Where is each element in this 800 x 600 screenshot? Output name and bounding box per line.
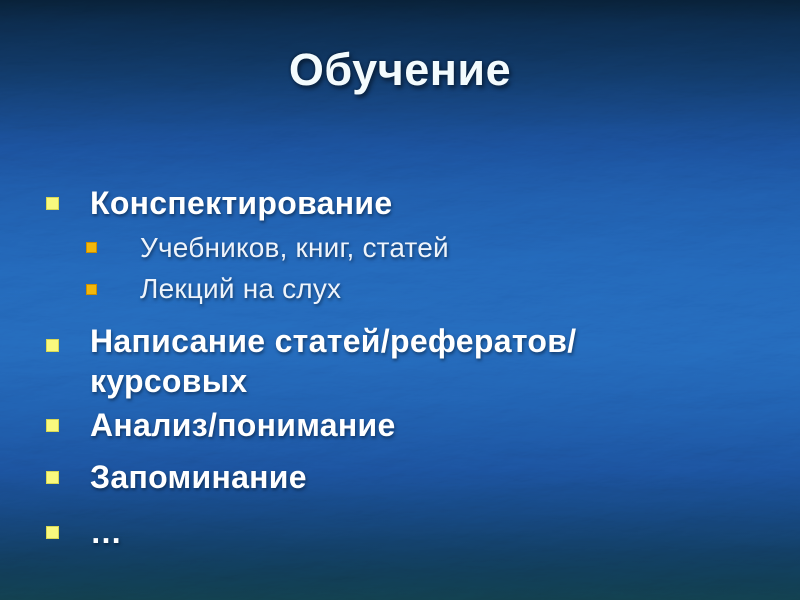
list-item xyxy=(0,310,800,402)
list-item-text: Лекций на слух xyxy=(140,273,342,304)
list-item-text: Написание статей/рефератов/курсовых xyxy=(90,323,577,399)
square-bullet-icon xyxy=(46,419,59,432)
list-item-text: Запоминание xyxy=(90,458,307,495)
list-item-text: … xyxy=(90,513,123,550)
list-item xyxy=(0,180,800,227)
square-bullet-icon xyxy=(46,197,59,210)
list-item xyxy=(0,402,800,449)
square-bullet-icon xyxy=(86,284,97,295)
list-item xyxy=(0,449,800,505)
list-subitem xyxy=(0,268,800,310)
slide-title: Обучение xyxy=(288,44,512,95)
square-bullet-icon xyxy=(46,526,59,539)
list-subitem xyxy=(0,227,800,268)
list-item xyxy=(0,505,800,559)
list-item-text: Конспектирование xyxy=(90,185,393,221)
square-bullet-icon xyxy=(46,471,59,484)
square-bullet-icon xyxy=(86,242,97,253)
square-bullet-icon xyxy=(46,339,59,352)
list-item-text: Учебников, книг, статей xyxy=(140,231,449,263)
list-item-text: Анализ/понимание xyxy=(90,407,396,443)
bullet-list xyxy=(0,180,800,559)
